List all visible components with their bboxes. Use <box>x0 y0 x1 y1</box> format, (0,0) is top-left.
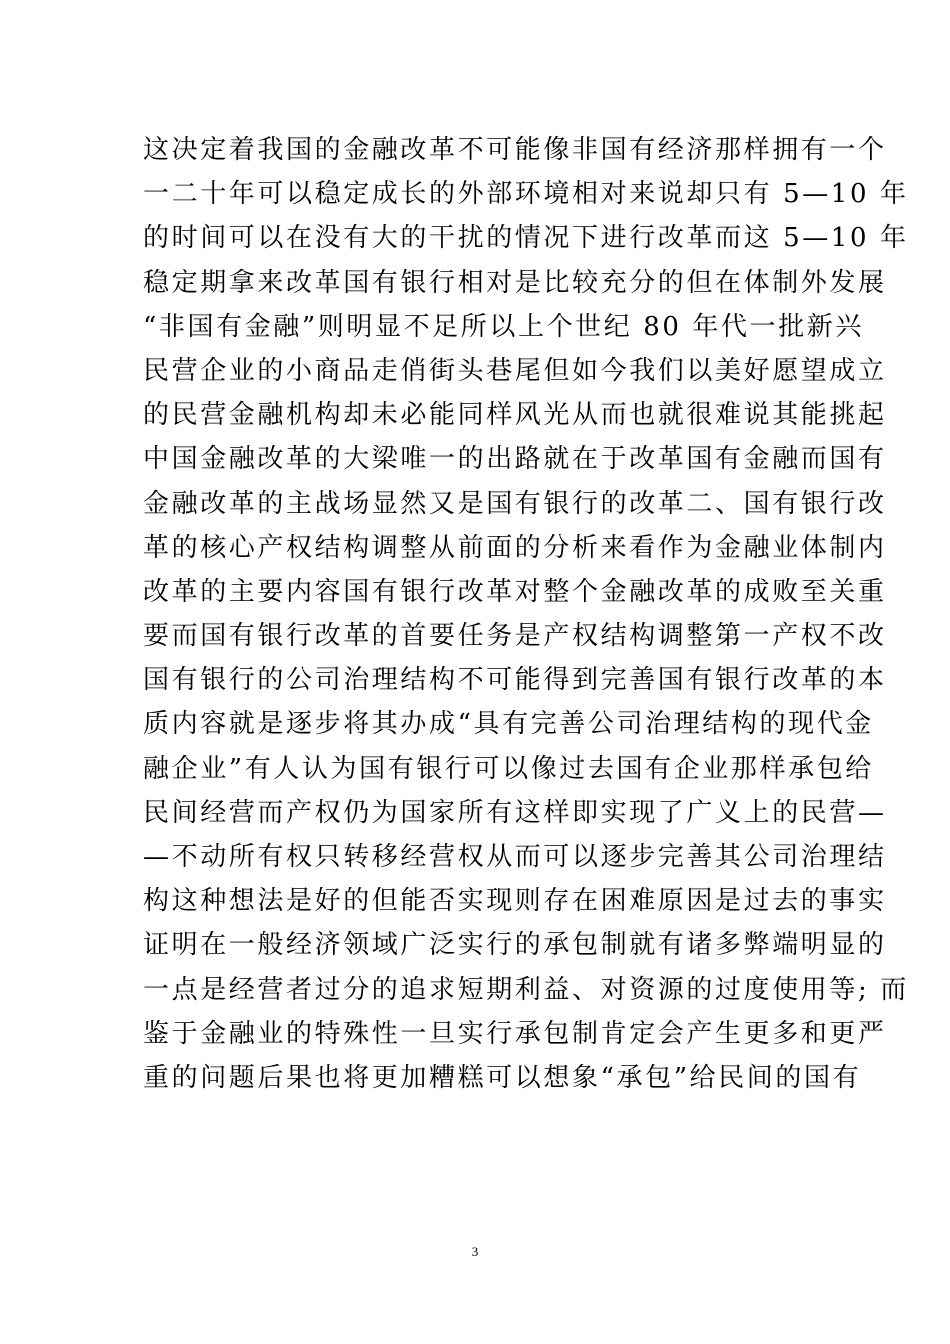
page-number: 3 <box>471 1244 479 1259</box>
body-text <box>143 128 909 1100</box>
text-line-7: 的民营金融机构却未必能同样风光从而也就很难说其能挑起 <box>143 400 887 431</box>
text-line-20: 一点是经营者过分的追求短期利益、对资源的过度使用等; 而 <box>143 974 909 1005</box>
text-line-6: 民营企业的小商品走俏街头巷尾但如今我们以美好愿望成立 <box>143 355 887 386</box>
text-line-22: 重的问题后果也将更加糟糕可以想象“承包”给民间的国有 <box>143 1062 862 1093</box>
text-line-12: 要而国有银行改革的首要任务是产权结构调整第一产权不改 <box>143 621 887 652</box>
text-line-19: 证明在一般经济领域广泛实行的承包制就有诸多弊端明显的 <box>143 930 887 961</box>
text-line-15: 融企业”有人认为国有银行可以像过去国有企业那样承包给 <box>143 753 874 784</box>
text-line-13: 国有银行的公司治理结构不可能得到完善国有银行改革的本 <box>143 665 887 696</box>
text-line-4: 稳定期拿来改革国有银行相对是比较充分的但在体制外发展 <box>143 267 887 298</box>
text-line-8: 中国金融改革的大梁唯一的出路就在于改革国有金融而国有 <box>143 444 887 475</box>
text-line-16: 民间经营而产权仍为国家所有这样即实现了广义上的民营— <box>143 797 887 828</box>
text-line-9: 金融改革的主战场显然又是国有银行的改革二、国有银行改 <box>143 488 887 519</box>
text-line-10: 革的核心产权结构调整从前面的分析来看作为金融业体制内 <box>143 532 887 563</box>
text-line-5: “非国有金融”则明显不足所以上个世纪 80 年代一批新兴 <box>143 311 864 342</box>
text-line-14: 质内容就是逐步将其办成“具有完善公司治理结构的现代金 <box>143 709 874 740</box>
text-line-3: 的时间可以在没有大的干扰的情况下进行改革而这 5—10 年 <box>143 223 909 254</box>
text-line-2: 一二十年可以稳定成长的外部环境相对来说却只有 5—10 年 <box>143 179 909 210</box>
text-line-11: 改革的主要内容国有银行改革对整个金融改革的成败至关重 <box>143 576 887 607</box>
text-line-21: 鉴于金融业的特殊性一旦实行承包制肯定会产生更多和更严 <box>143 1018 887 1049</box>
text-line-18: 构这种想法是好的但能否实现则存在困难原因是过去的事实 <box>143 886 887 917</box>
text-line-1: 这决定着我国的金融改革不可能像非国有经济那样拥有一个 <box>143 135 887 165</box>
text-line-17: —不动所有权只转移经营权从而可以逐步完善其公司治理结 <box>143 842 887 872</box>
